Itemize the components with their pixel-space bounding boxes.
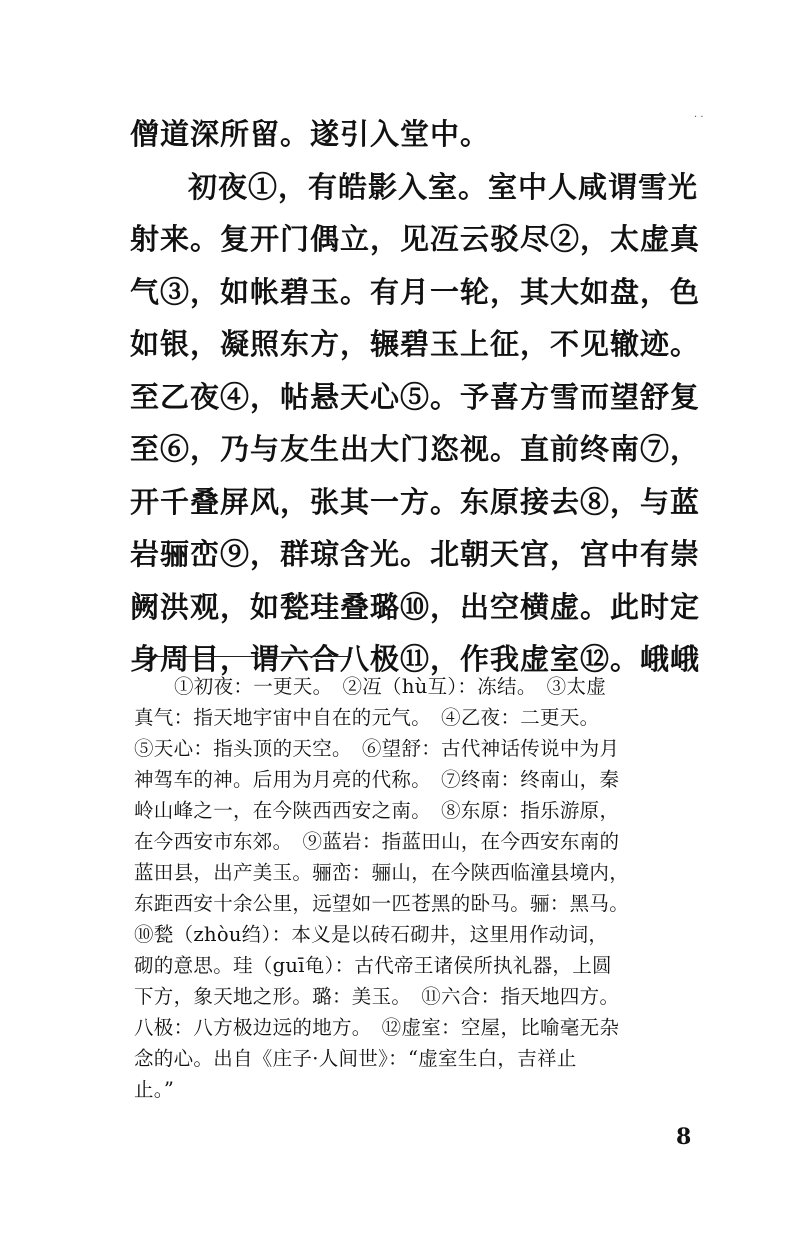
footnote-line: 在今西安市东郊。 ⑨蓝岩：指蓝田山，在今西安东南的 — [134, 830, 620, 853]
footnote-divider — [137, 656, 351, 657]
main-text-line: 至⑥，乃与友生出大门恣视。直前终南⑦， — [130, 432, 701, 466]
main-text — [130, 108, 720, 686]
footnote-line: 岭山峰之一，在今陕西西安之南。 ⑧东原：指乐游原， — [134, 799, 620, 822]
scan-speck: · · — [694, 112, 704, 123]
main-text-line: 阙洪观，如甃珪叠璐⑩，出空横虚。此时定 — [130, 589, 701, 624]
main-text-line: 僧道深所留。遂引入堂中。 — [130, 117, 491, 151]
footnote-line: ⑩甃（zhòu绉）：本义是以砖石砌井，这里用作动词， — [134, 923, 609, 946]
footnote-line: 神驾车的神。后用为月亮的代称。 ⑦终南：终南山，秦 — [134, 768, 620, 791]
main-text-line: 如银，凝照东方，辗碧玉上征，不见辙迹。 — [130, 327, 701, 361]
footnote-line: 八极：八方极边远的地方。 ⑫虚室：空屋，比喻毫无杂 — [134, 1016, 620, 1039]
footnote-line: 念的心。出自《庄子·人间世》：“虚室生白，吉祥止 — [134, 1047, 577, 1070]
main-text-line: 身周目，谓六合八极⑪，作我虚室⑫。峨峨 — [130, 642, 701, 676]
main-text-line: 开千叠屏风，张其一方。东原接去⑧，与蓝 — [130, 484, 701, 519]
page-number: 8 — [676, 1124, 692, 1150]
footnote-line: 蓝田县，出产美玉。骊峦：骊山，在今陕西临潼县境内， — [134, 861, 630, 884]
footnote-line: 下方，象天地之形。璐：美玉。 ⑪六合：指天地四方。 — [134, 985, 620, 1008]
footnote-line: 真气：指天地宇宙中自在的元气。 ④乙夜：二更天。 — [134, 706, 600, 729]
footnotes — [134, 671, 724, 1105]
footnote-line: 砌的意思。珪（guī龟）：古代帝王诸侯所执礼器，上圆 — [134, 954, 612, 977]
main-text-line: 岩骊峦⑨，群琼含光。北朝天宫，宫中有崇 — [130, 537, 701, 571]
main-text-line: 至乙夜④，帖悬天心⑤。予喜方雪而望舒复 — [130, 379, 701, 414]
footnote-line: 止。” — [134, 1078, 175, 1101]
footnote-line: 东距西安十余公里，远望如一匹苍黑的卧马。骊：黑马。 — [134, 892, 630, 915]
footnote-line: ⑤天心：指头顶的天空。 ⑥望舒：古代神话传说中为月 — [134, 737, 620, 760]
footnote-line: ①初夜：一更天。 ②冱（hù互）：冻结。 ③太虚 — [174, 675, 607, 698]
main-text-line: 射来。复开门偶立，见冱云驳尽②，太虚真 — [130, 222, 701, 256]
main-text-line: 气③，如帐碧玉。有月一轮，其大如盘，色 — [130, 274, 701, 309]
main-text-line: 初夜①，有皓影入室。室中人咸谓雪光 — [188, 169, 699, 204]
